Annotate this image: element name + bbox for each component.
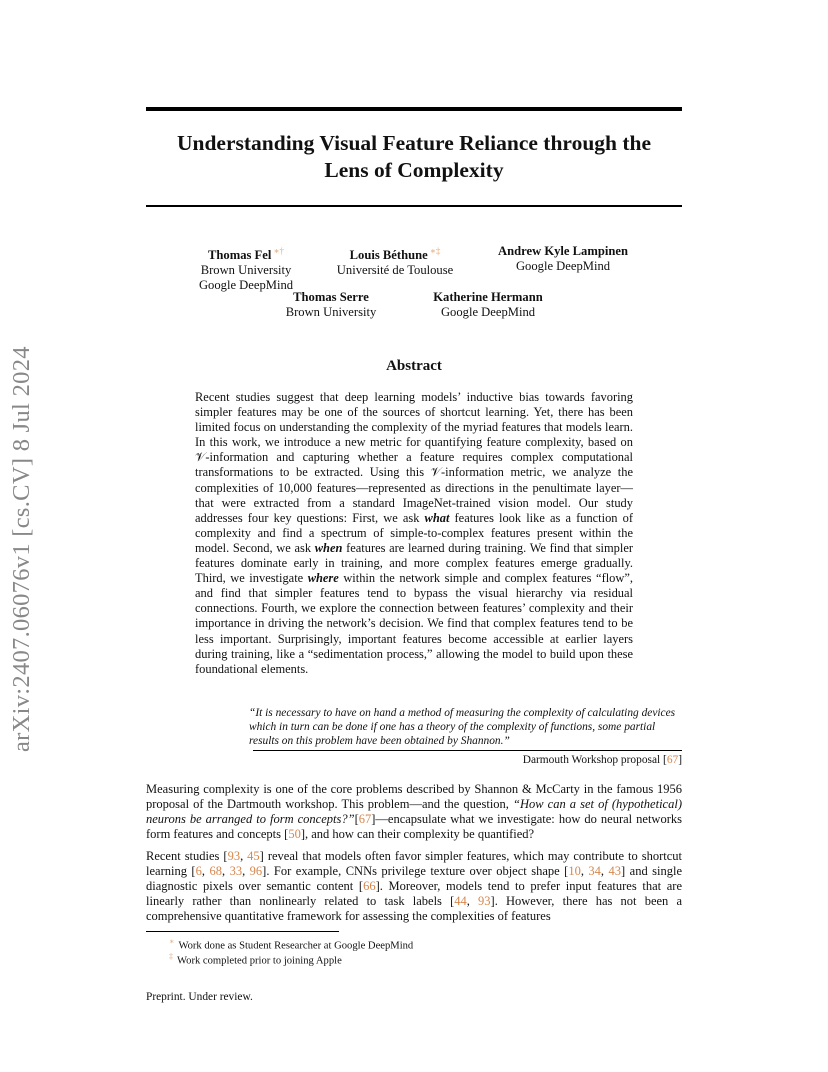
epigraph-quote: “It is necessary to have on hand a method of measuring the complexity of calculating devices which in turn can be done if one has a theory of the complexity of functions, some partial results on this problem have been obtained by Shannon.” [249,707,676,747]
paragraph-text: ] reveal that models often favor simpler features, which may contribute to shortcut learning [ [146,849,682,879]
abstract-emphasis-when: when [314,540,343,555]
body-paragraph-1 [146,782,682,842]
abstract-text: within the network simple and complex features “flow”, and find that simpler features tend to bypass the visual hierarchy via residual connections. Fourth, we explore the connection between features’ complexity and their importance in driving the network’s decision. We find that complex features tend to be less important. Surprisingly, important features become accessible at earlier layers during training, like a “sedimentation process,” allowing the model to build upon these foundational elements. [195,571,633,676]
author-mark: ∗‡ [429,246,441,256]
epigraph-rule [253,750,682,751]
author-name: Thomas Fel [208,248,272,263]
paragraph-text: , [240,849,248,863]
paragraph-text: [ [354,812,359,827]
citation-link[interactable]: 33 [229,864,243,879]
author-thomas-serre [276,290,386,320]
epigraph-source [523,754,682,766]
author-name: Andrew Kyle Lampinen [498,244,628,258]
author-name: Thomas Serre [293,290,369,304]
citation-link[interactable]: 67 [666,754,679,766]
abstract-body [195,390,633,677]
citation-link[interactable]: 93 [227,849,241,863]
paragraph-text: Measuring complexity is one of the core problems described by Shannon & McCarty in the famous 1956 proposal of the Dartmouth workshop. This problem—and the question, [146,782,682,812]
paragraph-text: , [580,864,589,879]
author-name: Katherine Hermann [433,290,543,304]
arxiv-stamp [0,0,35,1072]
citation-link[interactable]: 10 [568,864,581,879]
paragraph-text: , [600,864,609,879]
title-line-2: Lens of Complexity [324,158,504,182]
paragraph-text: ]—encapsulate what we investigate: how do neural networks form features and concepts [ [146,812,682,842]
abstract-heading: Abstract [386,358,442,374]
abstract-emphasis-what: what [424,510,450,525]
footnote-text: Work done as Student Researcher at Google DeepMind [178,940,414,952]
footnote-text: Work completed prior to joining Apple [177,955,342,967]
author-affiliation: Université de Toulouse [336,263,454,278]
paragraph-text: ]. For example, CNNs privilege texture over object shape [ [262,864,569,879]
paper-title [146,130,682,184]
citation-link[interactable]: 96 [249,864,263,879]
author-louis-bethune [328,244,462,278]
epigraph-source-text: Darmouth Workshop proposal [ [522,754,667,766]
author-affiliation: Brown University [200,263,292,278]
author-andrew-lampinen [488,244,638,274]
paragraph-quote: “How can a set of (hypothetical) neurons be arranged to form concepts?” [146,797,682,827]
author-affiliation: Brown University [285,305,377,319]
author-thomas-fel [192,244,300,293]
citation-link[interactable]: 44 [454,894,467,909]
author-name: Louis Béthune [349,248,428,263]
paragraph-text: ], and how can their complexity be quantified? [300,827,535,842]
citation-link[interactable]: 68 [209,864,222,879]
body-paragraph-2 [146,849,682,924]
paragraph-text: , [466,894,479,909]
title-bottom-rule [146,205,682,207]
abstract-text: Recent studies suggest that deep learning models’ inductive bias towards favoring simpler features may be one of the sources of shortcut learning. Yet, there has been limited focus on understanding the complexity of the myriad features that models learn. In this work, we introduce a new metric for quantifying feature complexity, based on 𝒱-information and capturing whether a feature requires complex computational transformations to be extracted. Using this 𝒱-information metric, we analyze the complexities of 10,000 features—represented as directions in the penultimate layer—that were extracted from a standard ImageNet-trained vision model. Our study addresses four key questions: First, we ask [195,390,633,525]
footnote-mark: ∗ [169,937,175,946]
author-mark: ∗† [273,246,284,256]
paragraph-text: ] and single diagnostic pixels over semantic content [ [146,864,683,894]
epigraph-source-text: ] [678,754,682,766]
paragraph-text: , [242,864,250,879]
paragraph-text: ]. However, there has not been a comprehensive quantitative framework for assessing the complexities of features [146,894,683,924]
title-line-1: Understanding Visual Feature Reliance through the [176,131,652,155]
paragraph-text: ]. Moreover, models tend to prefer input features that are linearly rather than nonlinearly related to task labels [ [146,879,682,909]
citation-link[interactable]: 45 [247,849,260,863]
citation-link[interactable]: 50 [288,827,301,842]
footnote-2 [169,950,342,969]
citation-link[interactable]: 43 [608,864,622,879]
citation-link[interactable]: 66 [363,879,376,894]
paragraph-text: Recent studies [ [146,849,228,863]
citation-link[interactable]: 6 [195,864,202,879]
title-top-rule [146,107,682,111]
citation-link[interactable]: 93 [478,894,491,909]
page-footer: Preprint. Under review. [146,991,253,1003]
author-affiliation: Google DeepMind [440,305,536,319]
footnote-rule [146,931,339,932]
abstract-text: features are learned during training. We find that simpler features dominate early in training, and more complex features emerge gradually. Third, we investigate [195,540,633,586]
abstract-text: features look like as a function of complexity and find a spectrum of simple-to-complex features present within the model. Second, we ask [195,510,633,555]
abstract-emphasis-where: where [307,571,339,586]
footnote-mark: ‡ [169,952,173,961]
paragraph-text: , [201,864,210,879]
arxiv-stamp-text: arXiv:2407.06076v1 [cs.CV] 8 Jul 2024 [8,346,35,752]
citation-link[interactable]: 67 [358,812,372,827]
author-affiliation: Google DeepMind [515,259,611,273]
paragraph-text: , [221,864,230,879]
citation-link[interactable]: 34 [588,864,601,879]
author-affiliation: Google DeepMind [198,278,294,293]
author-katherine-hermann [420,290,556,320]
